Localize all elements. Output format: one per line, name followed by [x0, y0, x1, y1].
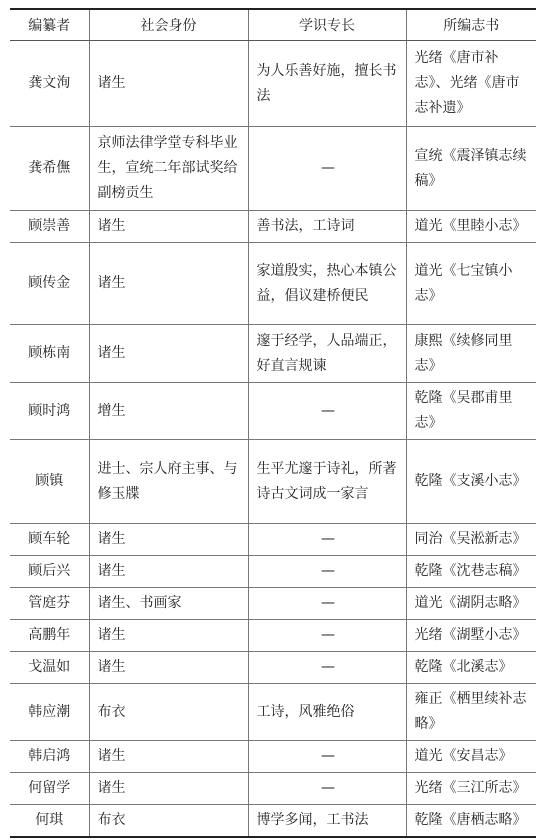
compiler-name-cell: 顾镇	[10, 440, 89, 524]
compiler-name-cell: 龚希㒇	[10, 127, 89, 211]
social-identity-cell: 诸生	[89, 325, 248, 383]
gazetteer-cell: 乾隆《唐栖志略》	[406, 805, 536, 838]
social-identity-cell: 诸生、书画家	[89, 588, 248, 620]
expertise-cell: —	[248, 383, 406, 440]
table-row	[10, 805, 536, 838]
table-row	[10, 773, 536, 805]
table-row	[10, 556, 536, 588]
compiler-name-cell: 韩启鸿	[10, 741, 89, 773]
table-row	[10, 325, 536, 383]
gazetteer-cell: 同治《吴淞新志》	[406, 524, 536, 556]
compiler-name-cell: 顾车轮	[10, 524, 89, 556]
gazetteer-cell: 宣统《震泽镇志续稿》	[406, 127, 536, 211]
expertise-cell: —	[248, 588, 406, 620]
gazetteer-cell: 乾隆《支溪小志》	[406, 440, 536, 524]
table-row	[10, 684, 536, 741]
compiler-name-cell: 戈温如	[10, 652, 89, 684]
expertise-cell: 博学多闻，工书法	[248, 805, 406, 838]
table-row	[10, 243, 536, 325]
social-identity-cell: 诸生	[89, 652, 248, 684]
header-gazetteer: 所编志书	[406, 9, 536, 41]
compiler-name-cell: 何琪	[10, 805, 89, 838]
social-identity-cell: 诸生	[89, 773, 248, 805]
gazetteer-cell: 乾隆《北溪志》	[406, 652, 536, 684]
gazetteer-cell: 道光《安昌志》	[406, 741, 536, 773]
header-social-identity: 社会身份	[89, 9, 248, 41]
table-row	[10, 588, 536, 620]
table-body	[10, 41, 536, 838]
expertise-cell: 工诗，风雅绝俗	[248, 684, 406, 741]
expertise-cell: —	[248, 652, 406, 684]
social-identity-cell: 诸生	[89, 556, 248, 588]
expertise-cell: —	[248, 741, 406, 773]
table-row	[10, 41, 536, 127]
social-identity-cell: 诸生	[89, 620, 248, 652]
header-expertise: 学识专长	[248, 9, 406, 41]
compiler-name-cell: 管庭芬	[10, 588, 89, 620]
expertise-cell: —	[248, 127, 406, 211]
compiler-name-cell: 顾栋南	[10, 325, 89, 383]
expertise-cell: 善书法，工诗词	[248, 211, 406, 243]
table-row	[10, 524, 536, 556]
social-identity-cell: 布衣	[89, 684, 248, 741]
social-identity-cell: 诸生	[89, 41, 248, 127]
table-row	[10, 741, 536, 773]
compiler-name-cell: 龚文洵	[10, 41, 89, 127]
expertise-cell: —	[248, 773, 406, 805]
gazetteer-cell: 道光《湖阴志略》	[406, 588, 536, 620]
header-row	[10, 9, 536, 41]
table-header	[10, 9, 536, 41]
expertise-cell: 邃于经学，人品端正，好直言规谏	[248, 325, 406, 383]
table-row	[10, 383, 536, 440]
compiler-name-cell: 顾崇善	[10, 211, 89, 243]
expertise-cell: —	[248, 556, 406, 588]
gazetteer-cell: 光绪《三江所志》	[406, 773, 536, 805]
compiler-name-cell: 顾时鸿	[10, 383, 89, 440]
table-row	[10, 620, 536, 652]
social-identity-cell: 京师法律学堂专科毕业生，宣统二年部试奖给副榜贡生	[89, 127, 248, 211]
compiler-name-cell: 韩应潮	[10, 684, 89, 741]
table-row	[10, 440, 536, 524]
social-identity-cell: 增生	[89, 383, 248, 440]
gazetteer-cell: 道光《里睦小志》	[406, 211, 536, 243]
social-identity-cell: 布衣	[89, 805, 248, 838]
gazetteer-cell: 雍正《栖里续补志略》	[406, 684, 536, 741]
gazetteer-cell: 乾隆《吴郡甫里志》	[406, 383, 536, 440]
social-identity-cell: 诸生	[89, 211, 248, 243]
social-identity-cell: 诸生	[89, 524, 248, 556]
expertise-cell: 生平尤邃于诗礼，所著诗古文词成一家言	[248, 440, 406, 524]
expertise-cell: 家道殷实，热心本镇公益，倡议建桥便民	[248, 243, 406, 325]
compiler-name-cell: 高鹏年	[10, 620, 89, 652]
expertise-cell: —	[248, 524, 406, 556]
social-identity-cell: 进士、宗人府主事、与修玉牒	[89, 440, 248, 524]
expertise-cell: 为人乐善好施，擅长书法	[248, 41, 406, 127]
gazetteer-cell: 道光《七宝镇小志》	[406, 243, 536, 325]
social-identity-cell: 诸生	[89, 741, 248, 773]
gazetteer-cell: 康熙《续修同里志》	[406, 325, 536, 383]
gazetteer-cell: 光绪《湖墅小志》	[406, 620, 536, 652]
table-row	[10, 127, 536, 211]
table-row	[10, 652, 536, 684]
gazetteer-cell: 光绪《唐市补志》、光绪《唐市志补遗》	[406, 41, 536, 127]
social-identity-cell: 诸生	[89, 243, 248, 325]
compiler-name-cell: 何留学	[10, 773, 89, 805]
expertise-cell: —	[248, 620, 406, 652]
table-row	[10, 211, 536, 243]
compiler-name-cell: 顾传金	[10, 243, 89, 325]
gazetteer-cell: 乾隆《沈巷志稿》	[406, 556, 536, 588]
header-compiler: 编纂者	[10, 9, 89, 41]
compilers-table	[10, 8, 536, 838]
compiler-name-cell: 顾后兴	[10, 556, 89, 588]
